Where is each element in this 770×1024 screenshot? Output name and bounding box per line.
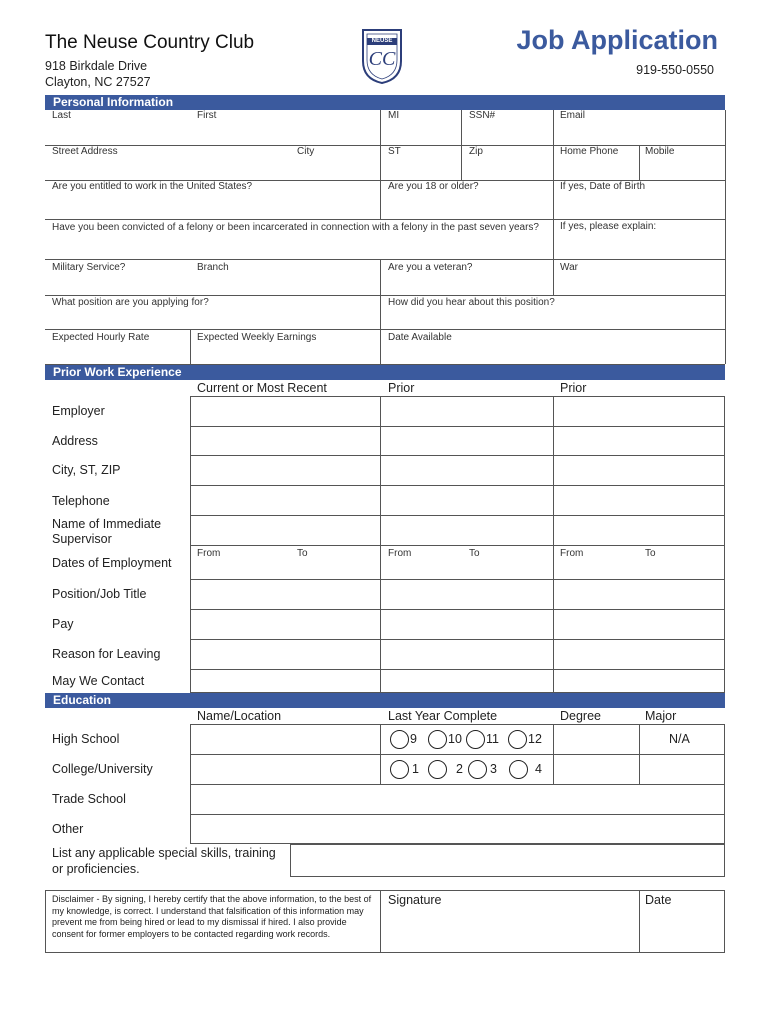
city-field[interactable]: City	[297, 146, 315, 157]
skills-label-line1: List any applicable special skills, training	[52, 846, 276, 860]
college-year-3-label: 3	[490, 762, 497, 776]
disclaimer-text: Disclaimer - By signing, I hereby certify that the above information, to the best of my knowledge, is correct. I understand that falsification of this information may prevent me from being hired or lead to my dismissal if hired. I also provide consent for former employers to be contacted regarding work records.	[52, 894, 372, 939]
email-field[interactable]: Email	[560, 110, 586, 121]
first-name-field[interactable]: First	[197, 110, 217, 121]
row-pay: Pay	[52, 617, 74, 631]
last-name-field[interactable]: Last	[52, 110, 71, 121]
college-year-2-label: 2	[456, 762, 463, 776]
row-trade-school: Trade School	[52, 792, 126, 806]
page-title: Job Application	[516, 25, 718, 55]
home-phone-field[interactable]: Home Phone	[560, 146, 619, 157]
felony-question-field[interactable]: Have you been convicted of a felony or been incarcerated in connection with a felony in the past seven years?	[52, 222, 539, 233]
branch-field[interactable]: Branch	[197, 262, 229, 273]
college-year-1-radio[interactable]	[390, 760, 409, 779]
row-telephone: Telephone	[52, 494, 110, 508]
how-heard-field[interactable]: How did you hear about this position?	[388, 297, 555, 308]
hs-year-9-radio[interactable]	[390, 730, 409, 749]
club-address-line2: Clayton, NC 27527	[45, 75, 151, 89]
col-prior-2: Prior	[560, 381, 587, 395]
prior2-from-label: From	[560, 548, 584, 559]
club-name: The Neuse Country Club	[45, 32, 255, 53]
logo-monogram: CC	[368, 48, 396, 70]
prior2-to-label: To	[645, 548, 656, 559]
row-college-university: College/University	[52, 762, 153, 776]
current-to-label: To	[297, 548, 308, 559]
felony-explain-field[interactable]: If yes, please explain:	[560, 221, 657, 232]
date-label: Date	[645, 893, 672, 907]
college-year-3-radio[interactable]	[468, 760, 487, 779]
position-applying-field[interactable]: What position are you applying for?	[52, 297, 209, 308]
war-field[interactable]: War	[560, 262, 578, 273]
hs-year-11-label: 11	[486, 732, 499, 746]
prior1-to-label: To	[469, 548, 480, 559]
row-employer: Employer	[52, 404, 105, 418]
street-address-field[interactable]: Street Address	[52, 146, 118, 157]
date-of-birth-field[interactable]: If yes, Date of Birth	[560, 181, 646, 192]
club-logo	[360, 27, 404, 85]
col-last-year-complete: Last Year Complete	[388, 709, 498, 723]
hs-major-value: N/A	[669, 732, 690, 746]
col-name-location: Name/Location	[197, 709, 282, 723]
ssn-field[interactable]: SSN#	[469, 110, 496, 121]
mi-field[interactable]: MI	[388, 110, 400, 121]
row-position-job-title: Position/Job Title	[52, 587, 147, 601]
club-phone: 919-550-0550	[636, 63, 714, 77]
logo-text: NEUSE	[371, 38, 393, 44]
col-current-most-recent: Current or Most Recent	[197, 381, 327, 395]
signature-label: Signature	[388, 893, 442, 907]
college-year-1-label: 1	[412, 762, 419, 776]
date-available-field[interactable]: Date Available	[388, 332, 452, 343]
hs-year-10-label: 10	[448, 732, 462, 746]
veteran-field[interactable]: Are you a veteran?	[388, 262, 473, 273]
hs-year-12-radio[interactable]	[508, 730, 527, 749]
row-address: Address	[52, 434, 98, 448]
row-may-we-contact: May We Contact	[52, 674, 145, 688]
row-reason-for-leaving: Reason for Leaving	[52, 647, 161, 661]
entitled-to-work-field[interactable]: Are you entitled to work in the United States?	[52, 181, 253, 192]
college-year-2-radio[interactable]	[428, 760, 447, 779]
col-major: Major	[645, 709, 677, 723]
military-service-field[interactable]: Military Service?	[52, 262, 126, 273]
section-prior-work-experience: Prior Work Experience	[45, 365, 725, 380]
club-address-line1: 918 Birkdale Drive	[45, 59, 148, 73]
row-high-school: High School	[52, 732, 120, 746]
expected-weekly-earnings-field[interactable]: Expected Weekly Earnings	[197, 332, 317, 343]
row-other: Other	[52, 822, 84, 836]
hs-year-9-label: 9	[410, 732, 417, 746]
col-degree: Degree	[560, 709, 601, 723]
prior1-from-label: From	[388, 548, 412, 559]
college-year-4-label: 4	[535, 762, 542, 776]
section-education: Education	[45, 693, 725, 708]
college-year-4-radio[interactable]	[509, 760, 528, 779]
col-prior-1: Prior	[388, 381, 415, 395]
state-field[interactable]: ST	[388, 146, 401, 157]
mobile-field[interactable]: Mobile	[645, 146, 675, 157]
row-dates-of-employment: Dates of Employment	[52, 556, 172, 570]
zip-field[interactable]: Zip	[469, 146, 483, 157]
current-from-label: From	[197, 548, 221, 559]
skills-label-line2: or proficiencies.	[52, 862, 140, 876]
age-18-field[interactable]: Are you 18 or older?	[388, 181, 479, 192]
row-supervisor: Name of Immediate Supervisor	[52, 517, 162, 546]
section-personal-information: Personal Information	[45, 95, 725, 110]
hs-year-10-radio[interactable]	[428, 730, 447, 749]
row-city-st-zip: City, ST, ZIP	[52, 463, 121, 477]
expected-hourly-rate-field[interactable]: Expected Hourly Rate	[52, 332, 150, 343]
hs-year-12-label: 12	[528, 732, 542, 746]
skills-field[interactable]	[290, 844, 725, 877]
hs-year-11-radio[interactable]	[466, 730, 485, 749]
